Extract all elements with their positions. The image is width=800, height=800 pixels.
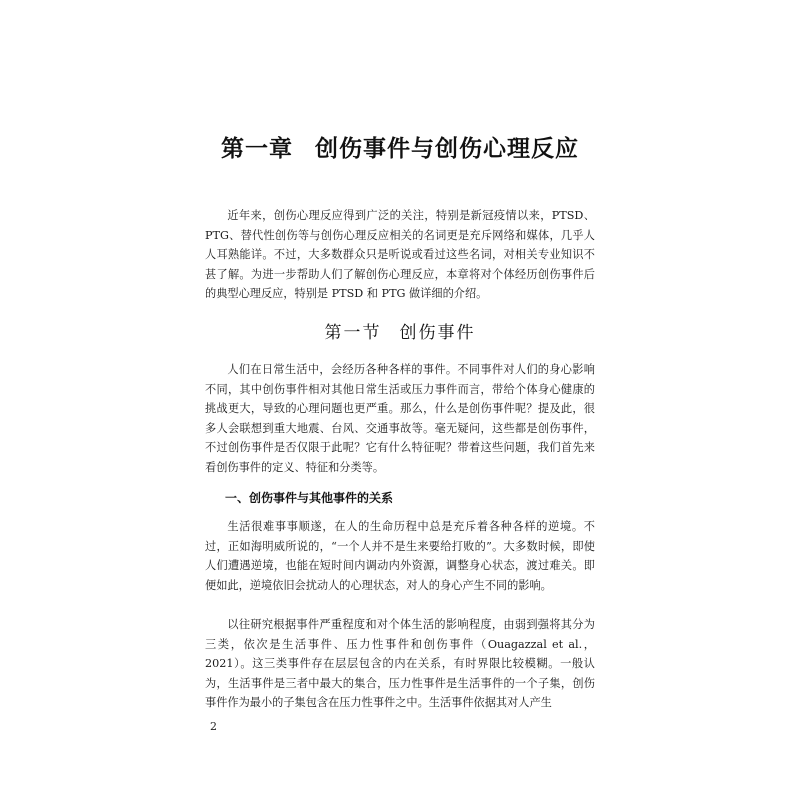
section-paragraph: 人们在日常生活中，会经历各种各样的事件。不同事件对人们的身心影响不同，其中创伤事件相对其他日常生活或压力事件而言，带给个体身心健康的挑战更大，导致的心理问题也更严重。那么，什么是创伤事件呢？提及此，很多人会联想到重大地震、台风、交通事故等。毫无疑问，这些都是创伤事件，不过创伤事件是否仅限于此呢？它有什么特征呢？带着这些问题，我们首先来看创伤事件的定义、特征和分类等。	[205, 363, 595, 474]
section-name: 创伤事件	[399, 323, 476, 343]
subsection-title: 一、创伤事件与其他事件的关系	[225, 491, 394, 505]
chapter-title	[0, 130, 800, 163]
intro-paragraph: 近年来，创伤心理反应得到广泛的关注，特别是新冠疫情以来，PTSD、PTG、替代性创伤等与创伤心理反应相关的名词更是充斥网络和媒体，几乎人人耳熟能详。不过，大多数群众只是听说或看过这些名词，对相关专业知识不甚了解。为进一步帮助人们了解创伤心理反应，本章将对个体经历创伤事件后的典型心理反应，特别是 PTSD 和 PTG 做详细的介绍。	[205, 209, 595, 301]
section-number: 第一节	[324, 323, 382, 343]
chapter-name: 创伤事件与创伤心理反应	[315, 136, 579, 162]
chapter-number: 第一章	[221, 136, 293, 162]
page-number: 2	[210, 720, 217, 733]
subsection-paragraph-1: 生活很难事事顺遂，在人的生命历程中总是充斥着各种各样的逆境。不过，正如海明威所说的，“一个人并不是生来要给打败的”。大多数时候，即使人们遭遇逆境，也能在短时间内调动内外资源，调整身心状态，渡过难关。即便如此，逆境依旧会扰动人的心理状态，对人的身心产生不同的影响。	[205, 520, 595, 592]
section-title	[0, 318, 800, 343]
subsection-paragraph-2: 以往研究根据事件严重程度和对个体生活的影响程度，由弱到强将其分为三类，依次是生活事件、压力性事件和创伤事件（Ouagazzal et al.，2021）。这三类事件存在层层包含的内在关系，有时界限比较模糊。一般认为，生活事件是三者中最大的集合，压力性事件是生活事件的一个子集，创伤事件作为最小的子集包含在压力性事件之中。生活事件依据其对人产生	[205, 618, 595, 710]
